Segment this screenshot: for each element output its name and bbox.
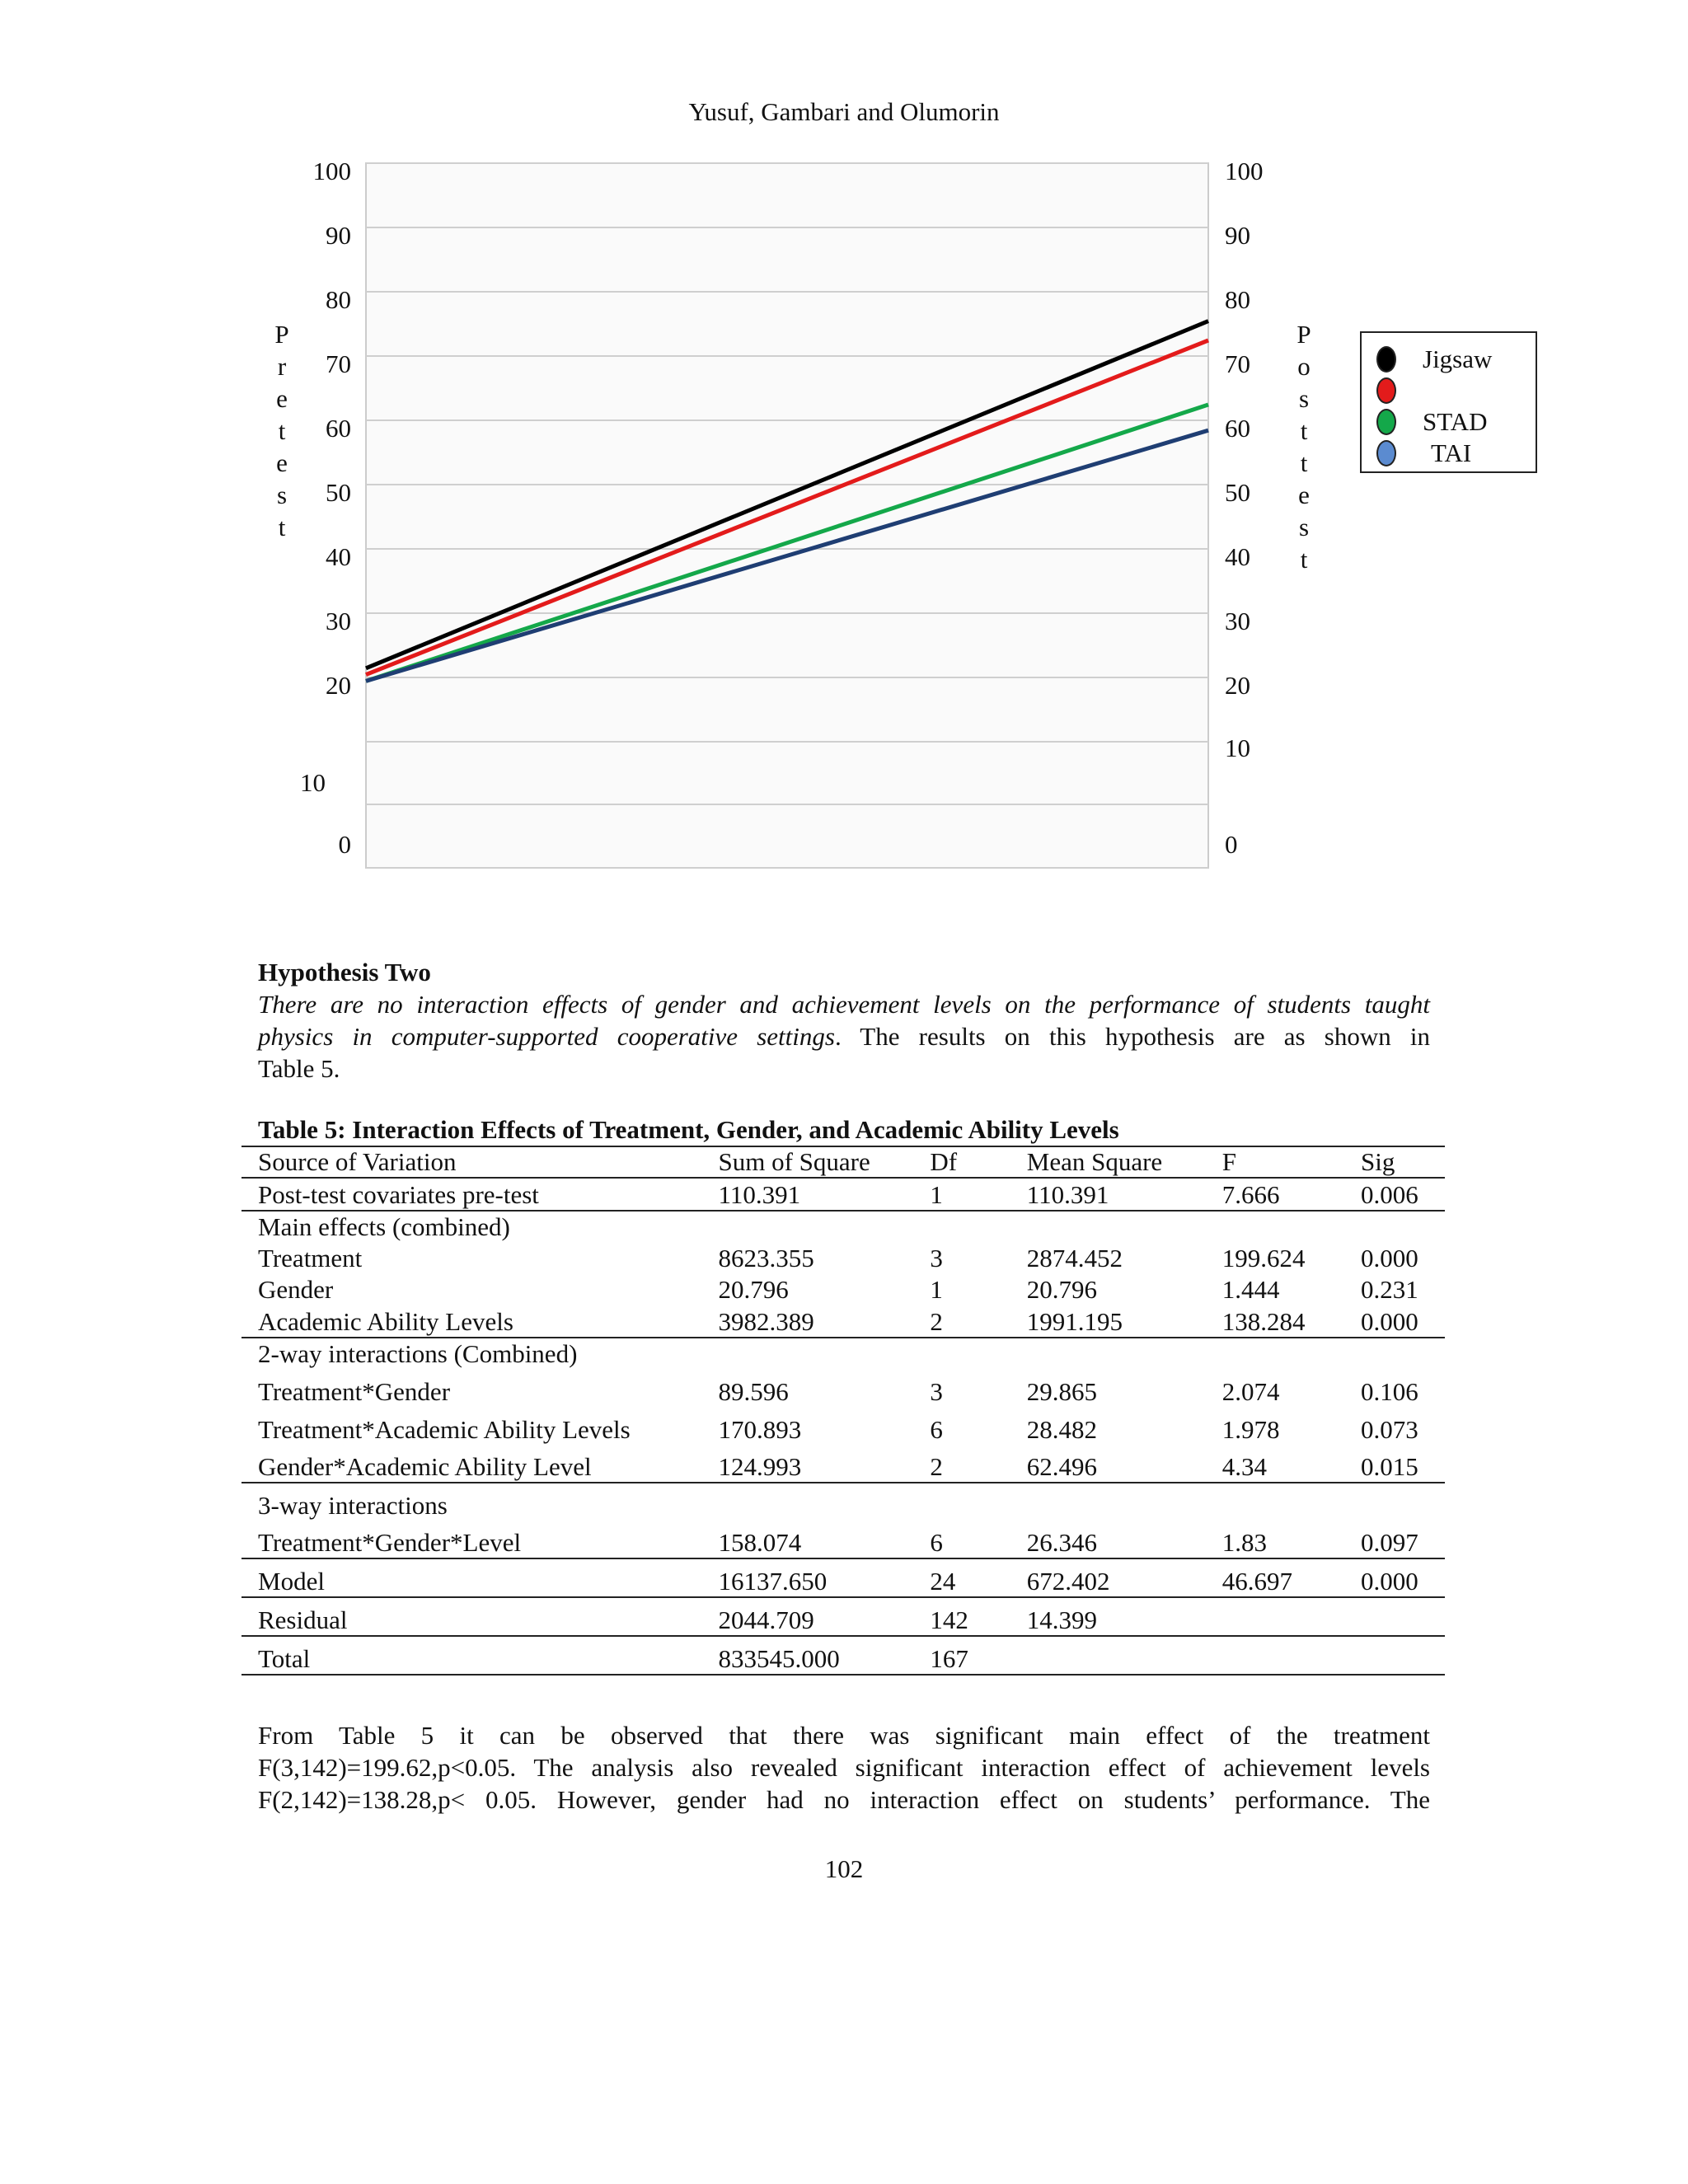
table-cell: F: [1206, 1146, 1344, 1178]
table-cell: 14.399: [1010, 1597, 1206, 1636]
legend-item-jigsaw: [1376, 344, 1533, 374]
table-row: [241, 1369, 1445, 1407]
table-cell: 0.000: [1344, 1305, 1445, 1338]
table-cell: 20.796: [718, 1275, 789, 1304]
table-cell: 26.346: [1010, 1521, 1206, 1558]
table-cell: 0.000: [1344, 1558, 1445, 1597]
table-cell: 138.284: [1206, 1305, 1344, 1338]
table-cell: 142: [913, 1597, 1010, 1636]
table-cell: 2: [913, 1305, 1010, 1338]
table-cell: Post-test covariates pre-test: [241, 1178, 701, 1211]
table-cell: 110.391: [701, 1178, 913, 1211]
table-cell: 24: [913, 1558, 1010, 1597]
table-cell: 833545.000: [701, 1636, 913, 1675]
table-cell: 0.006: [1344, 1178, 1445, 1211]
table-cell: 46.697: [1206, 1558, 1344, 1597]
table-cell: Gender*Academic Ability Level: [241, 1445, 701, 1483]
table-cell: 0.231: [1360, 1275, 1418, 1304]
table-row: [241, 1338, 1445, 1369]
right-tick-label: 0: [1225, 830, 1238, 859]
running-header: Yusuf, Gambari and Olumorin: [688, 97, 1000, 126]
table-cell: 29.865: [1026, 1377, 1098, 1406]
table-cell: [701, 1338, 913, 1369]
axis-label-letter: t: [278, 513, 286, 541]
table-cell: [1344, 1636, 1445, 1675]
right-tick-label: 80: [1225, 285, 1250, 314]
hypothesis-statement: There are no interaction effects of gender and achievement levels on the performance of students taught: [258, 990, 1430, 1019]
hypothesis-statement-cont: physics in computer-supported cooperative settings: [258, 1022, 835, 1051]
table-cell: [1010, 1636, 1206, 1675]
table-row: [241, 1242, 1445, 1273]
table-cell: 1: [930, 1275, 943, 1304]
left-axis-ticks: [300, 157, 351, 859]
axis-label-letter: t: [1300, 545, 1308, 574]
table-cell: Gender: [258, 1275, 334, 1304]
table-cell: 0.000: [1360, 1244, 1418, 1272]
table-cell: 167: [913, 1636, 1010, 1675]
table-row: [241, 1407, 1445, 1445]
table-cell: Df: [913, 1146, 1010, 1178]
table-cell: [1010, 1483, 1206, 1521]
table-row: [241, 1483, 1445, 1521]
table-cell: 170.893: [718, 1415, 802, 1444]
table-cell: 2044.709: [701, 1597, 913, 1636]
right-tick-label: 30: [1225, 607, 1250, 635]
left-tick-label: 20: [326, 671, 351, 700]
table-cell: [701, 1211, 913, 1242]
hypothesis-text: . The results on this hypothesis are as shown in: [834, 1022, 1431, 1051]
table-cell: 3-way interactions: [258, 1491, 448, 1520]
stad-marker-icon: [1376, 409, 1396, 435]
table-row: [241, 1597, 1445, 1636]
table-row: [241, 1521, 1445, 1558]
left-tick-label: 90: [326, 221, 351, 250]
hypothesis-line-2: [258, 1020, 1430, 1052]
table-cell: 1: [913, 1178, 1010, 1211]
table-cell: 1.444: [1221, 1275, 1280, 1304]
table-cell: Main effects (combined): [258, 1212, 510, 1241]
table-cell: [1344, 1483, 1445, 1521]
table-cell: 28.482: [1026, 1415, 1098, 1444]
table-cell: 3: [930, 1244, 943, 1272]
table-cell: Total: [241, 1636, 701, 1675]
table-cell: 62.496: [1010, 1445, 1206, 1483]
table-cell: Sig: [1344, 1146, 1445, 1178]
axis-label-letter: s: [1298, 513, 1310, 541]
left-tick-label: 10: [300, 768, 326, 797]
axis-label-letter: o: [1297, 352, 1311, 381]
table-cell: 2.074: [1221, 1377, 1280, 1406]
pretest-axis-label: [274, 320, 288, 541]
table-cell: Model: [241, 1558, 701, 1597]
table-cell: [1206, 1636, 1344, 1675]
table-cell: 0.015: [1344, 1445, 1445, 1483]
right-tick-label: 40: [1225, 542, 1250, 571]
axis-label-letter: s: [1298, 384, 1310, 413]
right-tick-label: 10: [1225, 733, 1250, 762]
table-cell: 89.596: [718, 1377, 789, 1406]
axis-label-letter: e: [276, 448, 288, 477]
left-tick-label: 60: [326, 414, 351, 443]
page-number: 102: [824, 1854, 864, 1883]
table-cell: [913, 1338, 1010, 1369]
right-axis-ticks: [1225, 157, 1264, 859]
left-tick-label: 50: [326, 478, 351, 507]
table-cell: 0.097: [1344, 1521, 1445, 1558]
table-row: [241, 1305, 1445, 1338]
left-tick-label: 0: [338, 830, 351, 859]
table-cell: 3: [930, 1377, 943, 1406]
table-cell: 0.106: [1360, 1377, 1418, 1406]
table-cell: [1206, 1211, 1344, 1242]
table-cell: Treatment*Gender: [258, 1377, 451, 1406]
table-row: [241, 1273, 1445, 1305]
table-row: [241, 1211, 1445, 1242]
table-cell: [1344, 1211, 1445, 1242]
table-cell: [1010, 1338, 1206, 1369]
right-tick-label: 70: [1225, 349, 1250, 378]
conclusion-line-1: From Table 5 it can be observed that there was significant main effect of the treatment: [258, 1721, 1430, 1750]
posttest-axis-label: [1296, 320, 1311, 574]
table-cell: 20.796: [1026, 1275, 1098, 1304]
conclusion-line-3: F(2,142)=138.28,p< 0.05. However, gender had no interaction effect on students’ performance. The: [258, 1785, 1430, 1814]
hypothesis-section: [258, 956, 1430, 1085]
conclusion-line-2: F(3,142)=199.62,p<0.05. The analysis also revealed significant interaction effect of achievement levels: [258, 1753, 1430, 1782]
left-tick-label: 100: [312, 157, 351, 185]
table-cell: [1206, 1483, 1344, 1521]
axis-label-letter: e: [1298, 480, 1310, 509]
right-tick-label: 20: [1225, 671, 1250, 700]
table-row: [241, 1558, 1445, 1597]
table-cell: 199.624: [1221, 1244, 1306, 1272]
table-cell: [913, 1211, 1010, 1242]
table-cell: [913, 1483, 1010, 1521]
legend-item-stad: [1376, 407, 1533, 437]
red-marker-icon: [1376, 377, 1396, 404]
axis-label-letter: t: [278, 416, 286, 445]
table-cell: 16137.650: [701, 1558, 913, 1597]
left-tick-label: 40: [326, 542, 351, 571]
table-cell: [701, 1483, 913, 1521]
legend-label: Jigsaw: [1423, 344, 1493, 373]
table-cell: 1991.195: [1010, 1305, 1206, 1338]
axis-label-letter: t: [1300, 448, 1308, 477]
table-cell: 3982.389: [701, 1305, 913, 1338]
table-row: [241, 1178, 1445, 1211]
table-cell: [1206, 1597, 1344, 1636]
table-cell: [1010, 1211, 1206, 1242]
legend-item-tai: [1376, 438, 1533, 468]
section-heading: Hypothesis Two: [258, 958, 431, 987]
table-cell: 0.073: [1360, 1415, 1418, 1444]
right-tick-label: 50: [1225, 478, 1250, 507]
table-cell: 110.391: [1010, 1178, 1206, 1211]
table-cell: 6: [930, 1415, 943, 1444]
legend-label: TAI: [1431, 438, 1472, 467]
table-cell: Source of Variation: [241, 1146, 701, 1178]
left-tick-label: 30: [326, 607, 351, 635]
hypothesis-line-3: Table 5.: [258, 1054, 340, 1083]
table-row: [241, 1636, 1445, 1675]
left-tick-label: 70: [326, 349, 351, 378]
axis-label-letter: r: [277, 352, 287, 381]
table-cell: Residual: [241, 1597, 701, 1636]
right-tick-label: 100: [1225, 157, 1264, 185]
right-tick-label: 90: [1225, 221, 1250, 250]
table-cell: 7.666: [1206, 1178, 1344, 1211]
table-cell: 6: [913, 1521, 1010, 1558]
plot-area: [366, 163, 1208, 868]
table-cell: [1344, 1597, 1445, 1636]
table-cell: 1.83: [1206, 1521, 1344, 1558]
left-tick-label: 80: [326, 285, 351, 314]
table-cell: Academic Ability Levels: [241, 1305, 701, 1338]
table-cell: 672.402: [1010, 1558, 1206, 1597]
axis-label-letter: t: [1300, 416, 1308, 445]
table-cell: 8623.355: [718, 1244, 814, 1272]
anova-table: [241, 1146, 1445, 1675]
table-cell: [1344, 1338, 1445, 1369]
table-cell: 4.34: [1206, 1445, 1344, 1483]
table-cell: 124.993: [701, 1445, 913, 1483]
conclusion-paragraph: [258, 1719, 1430, 1816]
right-tick-label: 60: [1225, 414, 1250, 443]
table-cell: 1.978: [1221, 1415, 1280, 1444]
table-cell: Treatment*Gender*Level: [241, 1521, 701, 1558]
jigsaw-marker-icon: [1376, 346, 1396, 373]
table-row: [241, 1445, 1445, 1483]
table-cell: [1206, 1338, 1344, 1369]
axis-label-letter: P: [1296, 320, 1311, 349]
legend-item-red: [1376, 376, 1533, 405]
table-cell: 158.074: [701, 1521, 913, 1558]
axis-label-letter: s: [276, 480, 288, 509]
table-cell: 2: [913, 1445, 1010, 1483]
table-cell: 2874.452: [1026, 1244, 1123, 1272]
table-cell: Treatment*Academic Ability Levels: [258, 1415, 631, 1444]
table-cell: Treatment: [258, 1244, 363, 1272]
table-cell: Sum of Square: [701, 1146, 913, 1178]
table-cell: 2-way interactions (Combined): [258, 1339, 578, 1368]
table-caption: Table 5: Interaction Effects of Treatment, Gender, and Academic Ability Levels: [258, 1115, 1119, 1144]
table-cell: Mean Square: [1010, 1146, 1206, 1178]
axis-label-letter: P: [274, 320, 289, 349]
table-header-row: [241, 1146, 1445, 1178]
hypothesis-line-1: [258, 988, 1430, 1020]
tai-marker-icon: [1376, 440, 1396, 466]
axis-label-letter: e: [276, 384, 288, 413]
legend-label: STAD: [1423, 407, 1488, 436]
chart-legend: [1360, 331, 1537, 473]
